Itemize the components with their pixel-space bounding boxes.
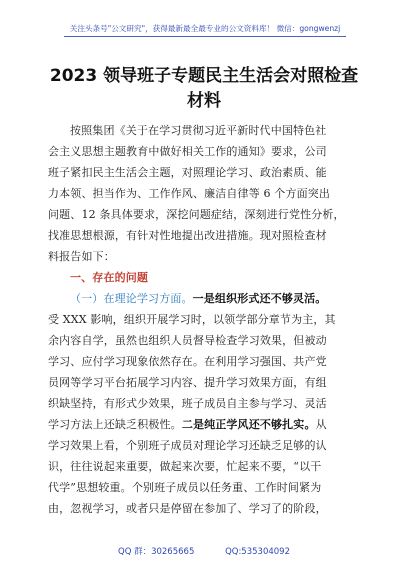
title-line-1: 2023 领导班子专题民主生活会对照检查 <box>49 66 359 86</box>
bold-point: 一是组织形式还不够灵活。 <box>192 292 327 305</box>
paragraph-line: 按照集团《关于在学习贯彻习近平新时代中国特色社 <box>70 124 327 137</box>
paragraph-line: 代学”思想较重。个别班子成员以任务重、工作时间紧为 <box>48 481 322 494</box>
header-banner: 关注头条号"公文研究"，获得最新最全最专业的公文资料库！ 微信：gongwenzj <box>64 22 346 37</box>
document-title <box>44 64 364 114</box>
text-run: 学习方法上还缺乏积极性。 <box>48 418 182 431</box>
paragraph-line: 员网等学习平台拓展学习内容、提升学习效果方面，有组 <box>48 376 327 389</box>
paragraph-line: 余内容自学，虽然也组织人员督导检查学习效果，但被动 <box>48 334 327 347</box>
footer-contact <box>0 545 408 557</box>
bold-point: 二是纯正学风还不够扎实。 <box>181 418 316 431</box>
paragraph-line: 由，忽视学习，或者只是停留在参加了、学习了的阶段， <box>48 502 327 515</box>
paragraph-line: 找准思想根源，有针对性地提出改进措施。现对照检查材 <box>48 229 327 242</box>
qq-group-text: QQ 群：30265665 <box>118 547 195 557</box>
title-line-2: 材料 <box>187 91 221 111</box>
paragraph-line: 织缺坚持，有形式少效果，班子成员自主参与学习、灵活 <box>48 397 327 410</box>
paragraph-line: 识，往往说起来重要，做起来次要，忙起来不要，“以干 <box>48 460 322 473</box>
paragraph-line: 受 XXX 影响，组织开展学习时，以领学部分章节为主，其 <box>48 313 336 326</box>
paragraph-line: 学习、应付学习现象依然存在。在利用学习强国、共产党 <box>48 355 327 368</box>
section-heading: 一、存在的问题 <box>70 271 149 284</box>
paragraph-line: 学习效果上看，个别班子成员对理论学习还缺乏足够的认 <box>48 439 327 452</box>
subsection-heading: （一）在理论学习方面。 <box>70 292 193 305</box>
qq-text: QQ:535304092 <box>225 547 290 557</box>
section-heading-line <box>48 267 360 288</box>
paragraph-line: 力本领、担当作为、工作作风、廉洁自律等 6 个方面突出 <box>48 187 331 200</box>
paragraph-line: 会主义思想主题教育中做好相关工作的通知》要求，公司 <box>48 145 327 158</box>
document-body <box>48 120 360 519</box>
paragraph-line: 班子紧扣民主生活会主题，对照理论学习、政治素质、能 <box>48 166 327 179</box>
paragraph-line: 问题、12 条具体要求，深挖问题症结，深刻进行党性分析， <box>48 208 345 221</box>
subsection-heading-line <box>48 288 360 309</box>
text-run: 从 <box>315 418 327 431</box>
paragraph-line: 料报告如下： <box>48 250 115 263</box>
paragraph-line <box>48 414 360 435</box>
